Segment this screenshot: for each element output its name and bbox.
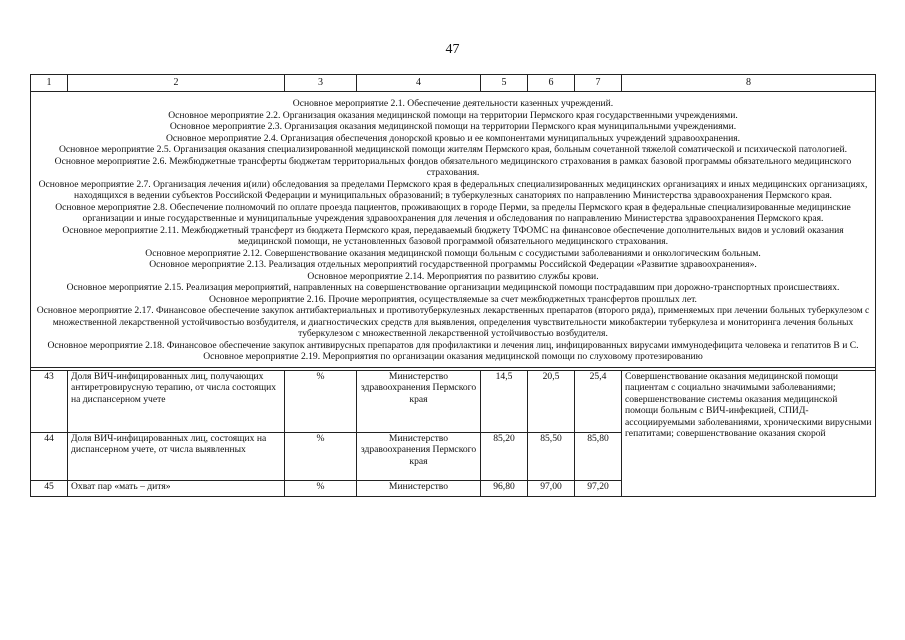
col-num-6: 6 bbox=[528, 75, 575, 92]
responsible: Министерство bbox=[357, 480, 481, 496]
activity-item: Основное мероприятие 2.4. Организация обеспечения донорской кровью и ее компонентами муниципальных учреждений здравоохранения. bbox=[165, 132, 741, 144]
activities-cell bbox=[31, 92, 876, 368]
indicators-table bbox=[30, 74, 876, 497]
activity-item: Основное мероприятие 2.16. Прочие мероприятия, осуществляемые за счет межбюджетных трансфертов прошлых лет. bbox=[209, 293, 697, 305]
activity-item: Основное мероприятие 2.19. Мероприятия по организации оказания медицинской помощи по слуховому протезированию bbox=[203, 351, 703, 362]
unit: % bbox=[285, 480, 357, 496]
value-1: 96,80 bbox=[481, 480, 528, 496]
activity-item: Основное мероприятие 2.13. Реализация отдельных мероприятий государственной программы Российской Федерации «Развитие здравоохранения». bbox=[149, 259, 757, 270]
col-num-7: 7 bbox=[575, 75, 622, 92]
value-1: 14,5 bbox=[481, 370, 528, 432]
indicator-name: Доля ВИЧ-инфицированных лиц, состоящих на диспансерном учете, от числа выявленных bbox=[68, 432, 285, 480]
activity-item: Основное мероприятие 2.6. Межбюджетные трансферты бюджетам территориальных фондов обязательного медицинского страхования в рамках базовой программы обязательного медицинского страхования. bbox=[54, 155, 852, 178]
col-num-3: 3 bbox=[285, 75, 357, 92]
activity-item: Основное мероприятие 2.3. Организация оказания медицинской помощи на территории Пермского края муниципальными учреждениями. bbox=[169, 121, 737, 132]
activity-item: Основное мероприятие 2.17. Финансовое обеспечение закупок антибактериальных и противотуберкулезных лекарственных препаратов (второго ряда), применяемых при лечении больных туберкулезом с множественной лекарственной устойчивостью возбудителя, и диагностических средств для выявления, определения чувствительности микобактерии туберкулеза и мониторинга лечения больных туберкулезом с множественной лекарственной устойчивостью возбудителя. bbox=[36, 305, 870, 339]
value-3: 85,80 bbox=[575, 432, 622, 480]
activity-item: Основное мероприятие 2.8. Обеспечение полномочий по оплате проезда пациентов, проживающих в городе Перми, за пределы Пермского края в федеральные специализированные медицинские организации и иные государственные и муниципальные учреждения здравоохранения для лечения и обследования по направлению Министерства здравоохранения Пермского края. bbox=[55, 201, 851, 224]
col-num-5: 5 bbox=[481, 75, 528, 92]
activity-item: Основное мероприятие 2.7. Организация лечения и(или) обследования за пределами Пермского края в федеральных специализированных медицинских организациях и иных медицинских организациях, находящихся в ведении субъектов Российской Федерации и муниципальных образований; в туберкулезных санаториях по направлению Министерства здравоохранения Пермского края. bbox=[38, 178, 868, 201]
value-3: 25,4 bbox=[575, 370, 622, 432]
activity-item: Основное мероприятие 2.11. Межбюджетный трансферт из бюджета Пермского края, передаваемый бюджету ТФОМС на финансовое обеспечение дополнительных видов и условий оказания медицинской помощи, не установленных базовой программой обязательного медицинского страхования. bbox=[62, 224, 844, 247]
row-number: 43 bbox=[31, 370, 68, 432]
activity-item: Основное мероприятие 2.1. Обеспечение деятельности казенных учреждений. bbox=[292, 98, 614, 109]
responsible: Министерство здравоохранения Пермского края bbox=[357, 432, 481, 480]
activity-item: Основное мероприятие 2.5. Организация оказания специализированной медицинской помощи жителям Пермского края, больным сочетанной тяжелой соматической и психической патологией. bbox=[58, 144, 848, 155]
activity-item: Основное мероприятие 2.14. Мероприятия по развитию службы крови. bbox=[307, 270, 599, 282]
value-2: 20,5 bbox=[528, 370, 575, 432]
table-row bbox=[31, 370, 876, 432]
activities-row bbox=[31, 92, 876, 368]
col-num-4: 4 bbox=[357, 75, 481, 92]
unit: % bbox=[285, 370, 357, 432]
activity-item: Основное мероприятие 2.2. Организация оказания медицинской помощи на территории Пермского края государственными учреждениями. bbox=[168, 109, 738, 121]
row-number: 44 bbox=[31, 432, 68, 480]
responsible: Министерство здравоохранения Пермского края bbox=[357, 370, 481, 432]
indicator-name: Охват пар «мать – дитя» bbox=[68, 480, 285, 496]
col-num-8: 8 bbox=[622, 75, 876, 92]
row-number: 45 bbox=[31, 480, 68, 496]
activity-item: Основное мероприятие 2.12. Совершенствование оказания медицинской помощи больным с сосудистыми заболеваниями и онкологическим больным. bbox=[145, 247, 761, 259]
col-num-2: 2 bbox=[68, 75, 285, 92]
page-number: 47 bbox=[445, 42, 460, 57]
activity-item: Основное мероприятие 2.18. Финансовое обеспечение закупок антивирусных препаратов для профилактики и лечения лиц, инфицированных вирусами иммунодефицита человека и гепатитов В и С. bbox=[47, 339, 859, 351]
expected-result: Совершенствование оказания медицинской помощи пациентам с социально значимыми заболеваниями; совершенствование системы оказания медицинской помощи больным с ВИЧ-инфекцией, СПИД-ассоциируемыми заболеваниями, хроническими вирусными гепатитами; совершенствование оказания скорой bbox=[622, 370, 876, 496]
value-2: 97,00 bbox=[528, 480, 575, 496]
indicator-name: Доля ВИЧ-инфицированных лиц, получающих антиретровирусную терапию, от числа состоящих на диспансерном учете bbox=[68, 370, 285, 432]
unit: % bbox=[285, 432, 357, 480]
activity-item: Основное мероприятие 2.15. Реализация мероприятий, направленных на совершенствование организации медицинской помощи пострадавшим при дорожно-транспортных происшествиях. bbox=[66, 282, 840, 293]
col-num-1: 1 bbox=[31, 75, 68, 92]
value-1: 85,20 bbox=[481, 432, 528, 480]
column-number-row bbox=[31, 75, 876, 92]
value-3: 97,20 bbox=[575, 480, 622, 496]
value-2: 85,50 bbox=[528, 432, 575, 480]
